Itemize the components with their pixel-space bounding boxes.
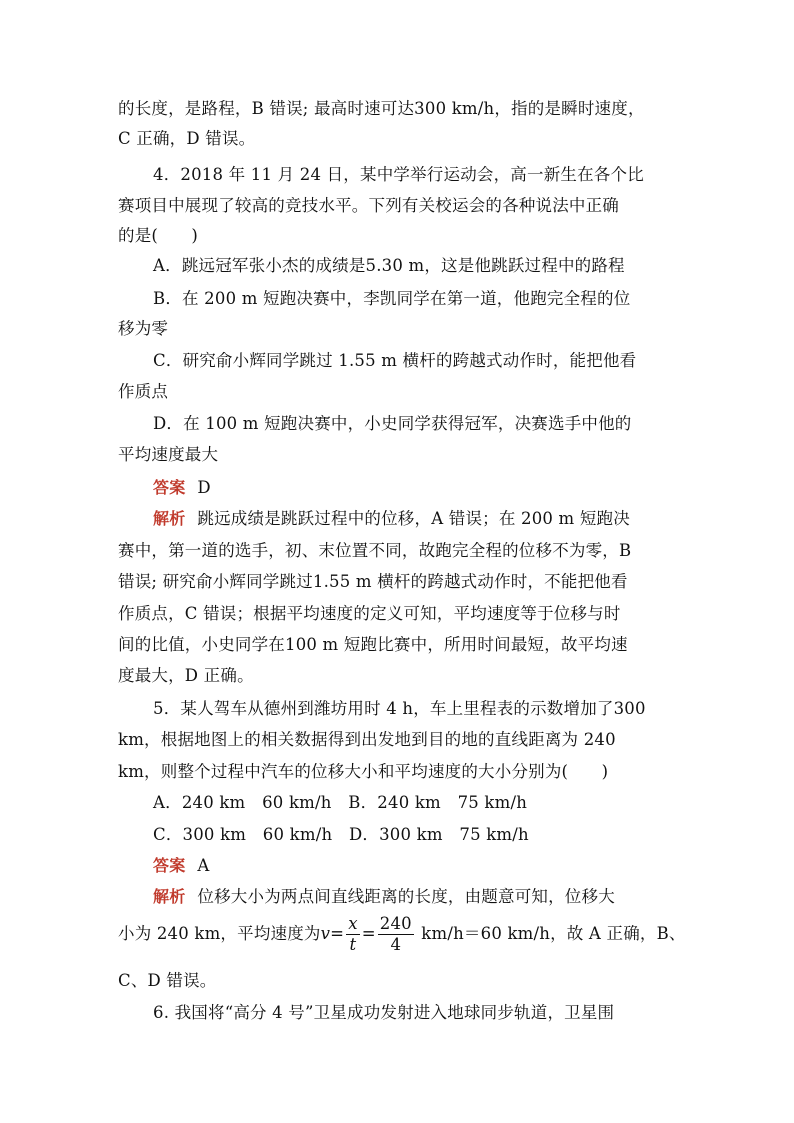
explanation-text: 作质点，C 错误；根据平均速度的定义可知，平均速度等于位移与时 <box>118 604 621 623</box>
formula-equals: = <box>361 924 376 943</box>
explanation-text: 跳远成绩是跳跃过程中的位移，A 错误；在 200 m 短跑决 <box>197 509 630 528</box>
explanation-label: 解析 <box>153 887 186 906</box>
option-c: 作质点 <box>118 382 169 401</box>
answer-line <box>153 477 713 499</box>
explanation-label: 解析 <box>153 509 186 528</box>
numerator: x <box>348 914 358 933</box>
text-line: 的长度，是路程，B 错误; 最高时速可达300 km/h，指的是瞬时速度， <box>118 99 645 118</box>
numerator: 240 <box>379 914 412 933</box>
explanation-text: 间的比值，小史同学在100 m 短跑比赛中，所用时间最短，故平均速 <box>118 635 628 654</box>
explanation-text: 赛中，第一道的选手，初、末位置不同，故跑完全程的位移不为零，B <box>118 541 632 560</box>
question-6-stem: 6. 我国将“高分 4 号”卫星成功发射进入地球同步轨道，卫星围 <box>153 1003 615 1022</box>
fraction-240-over-4 <box>378 914 414 955</box>
options-cd: C．300 km 60 km/h D．300 km 75 km/h <box>153 825 529 844</box>
explanation-text: km/h＝60 km/h，故 A 正确，B、 <box>415 924 686 943</box>
question-4-stem: 4．2018 年 11 月 24 日，某中学举行运动会，高一新生在各个比 <box>153 165 644 184</box>
answer-line <box>153 855 713 877</box>
explanation-text: 小为 240 km，平均速度为 <box>118 924 321 943</box>
option-d: D．在 100 m 短跑决赛中，小史同学获得冠军，决赛选手中他的 <box>153 414 632 433</box>
answer-value: D <box>197 478 211 497</box>
denominator: 4 <box>390 935 402 954</box>
explanation-text: 错误; 研究俞小辉同学跳过1.55 m 横杆的跨越式动作时，不能把他看 <box>118 572 628 591</box>
option-c: C．研究俞小辉同学跳过 1.55 m 横杆的跨越式动作时，能把他看 <box>153 351 637 370</box>
explanation-text: C、D 错误。 <box>118 971 217 990</box>
explanation-text: 度最大，D 正确。 <box>118 666 254 685</box>
answer-value: A <box>197 856 210 875</box>
question-5-stem: km，根据地图上的相关数据得到出发地到目的地的直线距离为 240 <box>118 730 616 749</box>
option-d: 平均速度最大 <box>118 445 219 464</box>
explanation-line <box>153 508 713 530</box>
fraction-x-over-t <box>346 914 360 955</box>
answer-label: 答案 <box>153 478 186 497</box>
question-4-stem: 赛项目中展现了较高的竞技水平。下列有关校运会的各种说法中正确 <box>118 196 619 215</box>
option-a: A．跳远冠军张小杰的成绩是5.30 m，这是他跳跃过程中的路程 <box>153 256 625 275</box>
explanation-line <box>153 886 713 908</box>
question-4-stem: 的是( ) <box>118 226 199 245</box>
explanation-text: 位移大小为两点间直线距离的长度，由题意可知，位移大 <box>197 887 615 906</box>
question-5-stem: km，则整个过程中汽车的位移大小和平均速度的大小分别为( ) <box>118 762 609 781</box>
option-b: 移为零 <box>118 319 169 338</box>
options-ab: A．240 km 60 km/h B．240 km 75 km/h <box>153 793 528 812</box>
text-line: C 正确，D 错误。 <box>118 129 256 148</box>
option-b: B．在 200 m 短跑决赛中，李凯同学在第一道，他跑完全程的位 <box>153 289 631 308</box>
explanation-formula-line <box>118 910 686 958</box>
formula-equals: = <box>330 924 345 943</box>
denominator: t <box>349 935 357 954</box>
question-5-stem: 5．某人驾车从德州到潍坊用时 4 h，车上里程表的示数增加了300 <box>153 699 646 718</box>
formula-v: v <box>320 924 331 943</box>
answer-label: 答案 <box>153 856 186 875</box>
